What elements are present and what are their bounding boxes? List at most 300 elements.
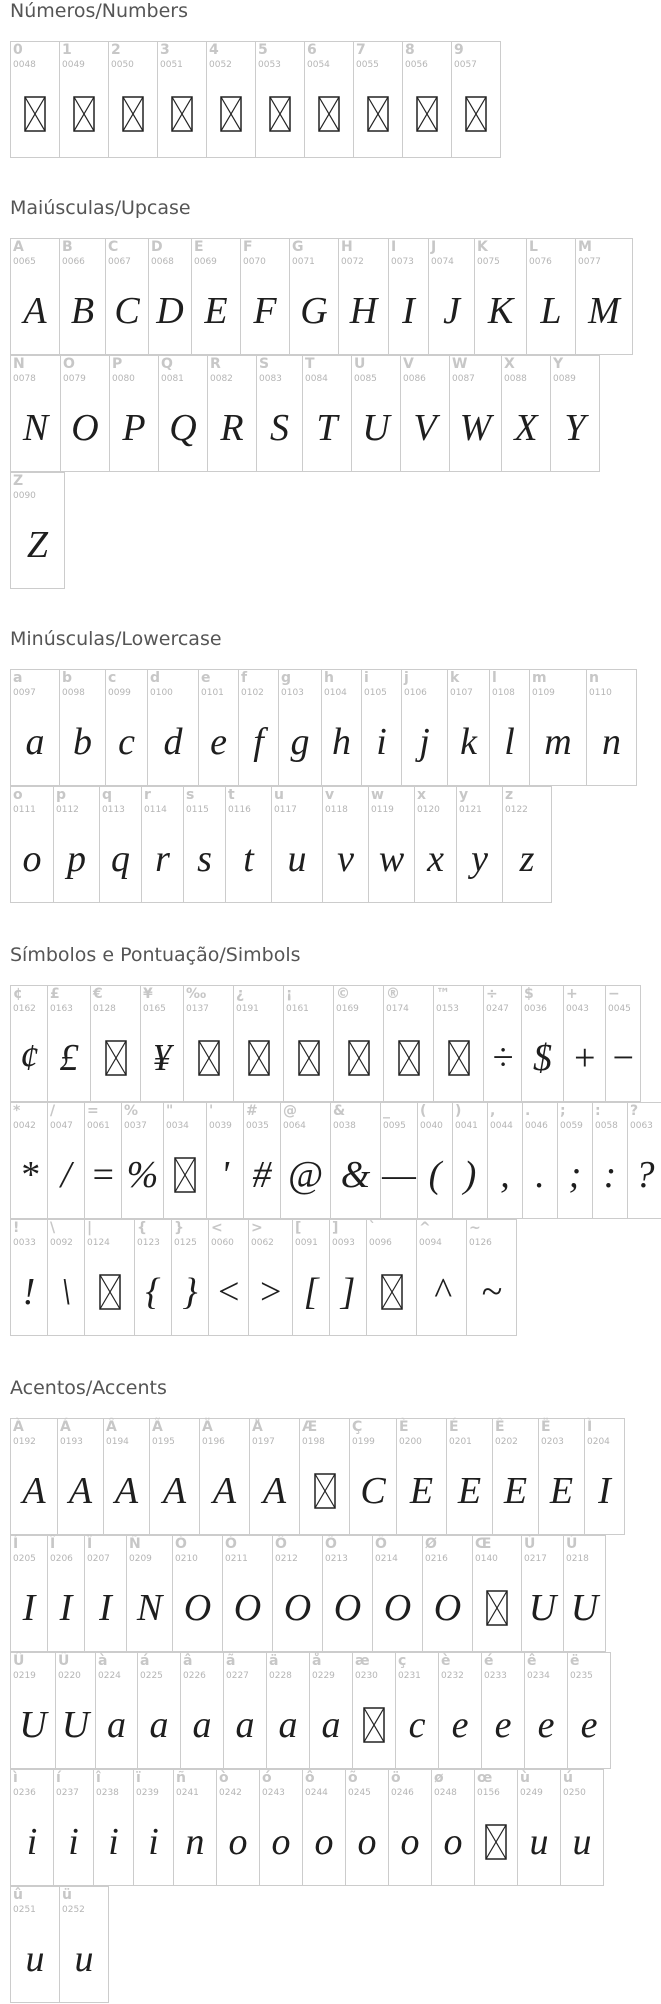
glyph-cell — [256, 355, 303, 472]
glyph-row — [10, 41, 500, 158]
glyph-cell — [206, 41, 256, 158]
glyph-cell — [586, 669, 637, 786]
character-code: 0204 — [587, 1437, 610, 1447]
character-label: ü — [62, 1887, 72, 1903]
character-code: 0064 — [283, 1121, 306, 1131]
glyph-cell — [47, 1219, 85, 1336]
missing-glyph-icon — [348, 1040, 370, 1076]
glyph-sample: N — [22, 407, 49, 449]
character-code: 0226 — [183, 1671, 206, 1681]
glyph-cell — [84, 1219, 135, 1336]
character-code: 0219 — [13, 1671, 36, 1681]
glyph-sample: ) — [463, 1154, 477, 1196]
glyph-cell — [10, 1102, 48, 1219]
glyph-cell — [171, 1219, 209, 1336]
character-label: Ù — [524, 1536, 536, 1552]
missing-glyph-icon — [473, 1584, 521, 1632]
glyph-cell — [59, 41, 109, 158]
character-label: − — [608, 986, 620, 1002]
character-code: 0081 — [161, 374, 184, 384]
glyph-sample: e — [580, 1704, 598, 1746]
character-code: 0153 — [436, 1004, 459, 1014]
missing-glyph-icon — [300, 1467, 349, 1515]
glyph-sample: Z — [26, 524, 49, 566]
character-label: 9 — [454, 42, 464, 58]
character-label: ] — [332, 1220, 339, 1236]
glyph-cell — [383, 985, 434, 1102]
character-label: q — [102, 787, 113, 803]
glyph-cell — [584, 1418, 625, 1535]
character-label: ì — [13, 1770, 18, 1786]
missing-glyph-icon — [184, 1034, 233, 1082]
character-code: 0067 — [108, 257, 131, 267]
glyph-cell — [456, 786, 503, 903]
glyph-cell — [417, 1102, 453, 1219]
glyph-cell — [575, 238, 633, 355]
glyph-sample: o — [22, 838, 42, 880]
glyph-cell — [53, 786, 100, 903]
character-code: 0163 — [50, 1004, 73, 1014]
glyph-row — [10, 1102, 661, 1219]
character-label: ¢ — [13, 986, 23, 1002]
character-label: , — [490, 1103, 496, 1119]
character-code: 0059 — [560, 1121, 583, 1131]
glyph-sample: z — [519, 838, 535, 880]
character-code: 0193 — [60, 1437, 83, 1447]
character-label: M — [578, 239, 592, 255]
missing-glyph-icon — [60, 90, 108, 138]
character-label: G — [292, 239, 304, 255]
glyph-sample: I — [22, 1587, 36, 1629]
glyph-row — [10, 669, 636, 786]
character-code: 0097 — [13, 688, 36, 698]
glyph-sample: ! — [22, 1271, 36, 1313]
character-label: 7 — [356, 42, 366, 58]
character-code: 0043 — [566, 1004, 589, 1014]
glyph-cell — [330, 1102, 381, 1219]
glyph-row — [10, 238, 632, 355]
character-code: 0033 — [13, 1238, 36, 1248]
glyph-cell — [53, 1769, 94, 1886]
character-code: 0053 — [258, 60, 281, 70]
character-code: 0089 — [553, 374, 576, 384]
glyph-sample: ] — [340, 1271, 356, 1313]
glyph-cell — [309, 1652, 353, 1769]
glyph-cell — [400, 355, 450, 472]
character-code: 0048 — [13, 60, 36, 70]
missing-glyph-icon — [434, 1034, 483, 1082]
character-code: 0075 — [477, 257, 500, 267]
character-label: ø — [434, 1770, 444, 1786]
glyph-sample: e — [494, 1704, 512, 1746]
glyph-cell — [292, 1219, 330, 1336]
character-label: â — [183, 1653, 193, 1669]
missing-glyph-icon — [403, 90, 451, 138]
character-code: 0038 — [333, 1121, 356, 1131]
glyph-cell — [59, 1886, 109, 2003]
glyph-cell — [280, 1102, 331, 1219]
missing-glyph-icon — [416, 96, 438, 132]
character-label: Ö — [375, 1536, 387, 1552]
character-code: 0212 — [275, 1554, 298, 1564]
character-label: Ì — [587, 1419, 593, 1435]
glyph-cell — [299, 1418, 350, 1535]
character-label: E — [194, 239, 204, 255]
missing-glyph-icon — [398, 1040, 420, 1076]
glyph-cell — [521, 1535, 564, 1652]
character-code: 0058 — [595, 1121, 618, 1131]
character-code: 0049 — [62, 60, 85, 70]
glyph-sample: q — [111, 838, 130, 880]
glyph-cell — [208, 1219, 249, 1336]
character-code: 0210 — [175, 1554, 198, 1564]
glyph-cell — [10, 669, 60, 786]
glyph-cell — [452, 1102, 488, 1219]
missing-glyph-icon — [448, 1040, 470, 1076]
glyph-sample: R — [220, 407, 244, 449]
glyph-sample: U — [570, 1587, 599, 1629]
glyph-sample: u — [529, 1821, 549, 1863]
character-label: Z — [13, 473, 24, 489]
character-code: 0228 — [269, 1671, 292, 1681]
character-label: 0 — [13, 42, 23, 58]
character-label: Ê — [495, 1419, 505, 1435]
character-label: / — [50, 1103, 56, 1119]
glyph-sample: o — [271, 1821, 291, 1863]
glyph-cell — [173, 1769, 217, 1886]
section-title-numeros-numbers: Números/Numbers — [10, 0, 188, 22]
character-label: D — [151, 239, 163, 255]
glyph-sample: K — [487, 290, 514, 332]
character-code: 0091 — [295, 1238, 318, 1248]
glyph-cell — [447, 669, 490, 786]
glyph-cell — [225, 786, 272, 903]
glyph-sample: i — [68, 1821, 79, 1863]
glyph-cell — [121, 1102, 164, 1219]
character-label: R — [210, 356, 221, 372]
glyph-cell — [10, 355, 61, 472]
missing-glyph-icon — [256, 90, 304, 138]
character-code: 0191 — [236, 1004, 259, 1014]
glyph-cell — [352, 1652, 396, 1769]
glyph-sample: u — [25, 1938, 45, 1980]
character-code: 0235 — [570, 1671, 593, 1681]
glyph-cell — [366, 1219, 417, 1336]
character-label: a — [13, 670, 23, 686]
glyph-cell — [396, 1418, 447, 1535]
character-label: { — [137, 1220, 147, 1236]
glyph-row — [10, 1769, 603, 1886]
glyph-cell — [422, 1535, 473, 1652]
character-label: j — [404, 670, 409, 686]
character-code: 0207 — [87, 1554, 110, 1564]
glyph-sample: > — [257, 1271, 284, 1313]
character-label: v — [325, 787, 335, 803]
glyph-cell — [147, 669, 199, 786]
character-label: ‰ — [186, 986, 207, 1002]
missing-glyph-icon — [198, 1040, 220, 1076]
glyph-cell — [84, 1102, 122, 1219]
character-code: 0216 — [425, 1554, 448, 1564]
character-code: 0073 — [391, 257, 414, 267]
character-label: " — [166, 1103, 174, 1119]
glyph-sample: P — [122, 407, 146, 449]
character-code: 0074 — [431, 257, 454, 267]
missing-glyph-icon — [465, 96, 487, 132]
character-label: í — [56, 1770, 61, 1786]
character-code: 0137 — [186, 1004, 209, 1014]
glyph-sample: \ — [60, 1271, 72, 1313]
glyph-sample: U — [528, 1587, 557, 1629]
glyph-sample: = — [90, 1154, 116, 1196]
character-label: Ñ — [129, 1536, 141, 1552]
character-code: 0077 — [578, 257, 601, 267]
glyph-cell — [338, 238, 389, 355]
glyph-sample: i — [26, 1821, 38, 1863]
character-code: 0084 — [305, 374, 328, 384]
character-code: 0213 — [325, 1554, 348, 1564]
glyph-sample: B — [70, 290, 95, 332]
glyph-cell — [157, 41, 207, 158]
glyph-sample: a — [25, 721, 45, 763]
character-label: é — [484, 1653, 494, 1669]
character-code: 0045 — [608, 1004, 631, 1014]
glyph-cell — [141, 786, 184, 903]
character-label: W — [452, 356, 468, 372]
glyph-cell — [233, 985, 284, 1102]
character-code: 0055 — [356, 60, 379, 70]
glyph-row — [10, 786, 551, 903]
character-label: ë — [570, 1653, 580, 1669]
character-code: 0205 — [13, 1554, 36, 1564]
character-code: 0169 — [336, 1004, 359, 1014]
glyph-sample: c — [118, 721, 135, 763]
glyph-cell — [321, 669, 362, 786]
character-code: 0109 — [532, 688, 555, 698]
character-label: p — [56, 787, 67, 803]
character-label: = — [87, 1103, 99, 1119]
glyph-row — [10, 985, 640, 1102]
character-label: È — [399, 1419, 409, 1435]
glyph-sample: A — [23, 290, 47, 332]
glyph-sample: n — [602, 721, 621, 763]
character-label: 3 — [160, 42, 170, 58]
character-label: f — [241, 670, 248, 686]
character-code: 0068 — [151, 257, 174, 267]
character-label: l — [492, 670, 497, 686]
glyph-cell — [438, 1652, 482, 1769]
character-label: | — [87, 1220, 93, 1236]
character-label: Í — [13, 1536, 19, 1552]
glyph-sample: W — [459, 407, 492, 449]
glyph-cell — [563, 985, 606, 1102]
character-label: P — [112, 356, 123, 372]
character-label: À — [13, 1419, 24, 1435]
character-code: 0065 — [13, 257, 36, 267]
glyph-sample: C — [360, 1470, 386, 1512]
character-code: 0087 — [452, 374, 475, 384]
glyph-sample: U — [362, 407, 390, 449]
missing-glyph-icon — [305, 90, 353, 138]
character-label: 2 — [111, 42, 121, 58]
character-label: ® — [386, 986, 400, 1002]
character-label: < — [211, 1220, 223, 1236]
glyph-sample: a — [107, 1704, 126, 1746]
glyph-cell — [345, 1769, 389, 1886]
glyph-row — [10, 1886, 108, 2003]
character-code: 0080 — [112, 374, 135, 384]
character-label: Ï — [87, 1536, 93, 1552]
glyph-sample: k — [460, 721, 477, 763]
glyph-sample: ÷ — [492, 1037, 513, 1079]
missing-glyph-icon — [11, 90, 59, 138]
glyph-sample: A — [212, 1470, 237, 1512]
glyph-sample: [ — [303, 1271, 319, 1313]
character-label: î — [96, 1770, 101, 1786]
glyph-sample: A — [68, 1470, 93, 1512]
glyph-sample: % — [126, 1154, 159, 1196]
character-code: 0250 — [563, 1788, 586, 1798]
character-label: ( — [420, 1103, 427, 1119]
missing-glyph-icon — [452, 90, 500, 138]
glyph-cell — [333, 985, 384, 1102]
character-code: 0217 — [524, 1554, 547, 1564]
character-label: ! — [13, 1220, 20, 1236]
missing-glyph-icon — [384, 1034, 433, 1082]
character-label: ù — [520, 1770, 530, 1786]
character-label: ú — [563, 1770, 573, 1786]
character-label: N — [13, 356, 25, 372]
glyph-cell — [560, 1769, 604, 1886]
glyph-cell — [134, 1219, 172, 1336]
glyph-cell — [93, 1769, 134, 1886]
glyph-cell — [563, 1535, 606, 1652]
glyph-cell — [304, 41, 354, 158]
glyph-sample: o — [400, 1821, 420, 1863]
glyph-cell — [243, 1102, 281, 1219]
glyph-sample: n — [185, 1821, 205, 1863]
character-code: 0232 — [441, 1671, 464, 1681]
glyph-sample: x — [427, 838, 444, 880]
character-label: Â — [106, 1419, 117, 1435]
glyph-sample: @ — [288, 1154, 323, 1196]
character-label: o — [13, 787, 23, 803]
character-code: 0202 — [495, 1437, 518, 1447]
character-label: Å — [252, 1419, 263, 1435]
glyph-cell — [329, 1219, 367, 1336]
glyph-cell — [59, 238, 106, 355]
glyph-cell — [10, 1886, 60, 2003]
character-label: ñ — [176, 1770, 186, 1786]
character-label: € — [93, 986, 103, 1002]
character-code: 0116 — [228, 805, 251, 815]
glyph-cell — [433, 985, 484, 1102]
character-label: Ø — [425, 1536, 437, 1552]
character-label: õ — [348, 1770, 358, 1786]
glyph-sample: ~ — [481, 1271, 502, 1313]
character-label: # — [246, 1103, 258, 1119]
character-label: L — [529, 239, 538, 255]
missing-glyph-icon — [367, 1268, 416, 1316]
character-code: 0107 — [450, 688, 473, 698]
glyph-cell — [10, 786, 54, 903]
character-code: 0126 — [469, 1238, 492, 1248]
glyph-cell — [90, 985, 141, 1102]
character-label: ¥ — [143, 986, 153, 1002]
character-code: 0225 — [140, 1671, 163, 1681]
glyph-cell — [474, 238, 527, 355]
character-code: 0246 — [391, 1788, 414, 1798]
glyph-cell — [207, 355, 257, 472]
glyph-sample: M — [588, 290, 620, 332]
character-label: s — [186, 787, 195, 803]
character-code: 0102 — [241, 688, 264, 698]
character-code: 0206 — [50, 1554, 73, 1564]
missing-glyph-icon — [24, 96, 46, 132]
glyph-cell — [198, 669, 239, 786]
glyph-sample: p — [67, 838, 86, 880]
glyph-cell — [349, 1418, 397, 1535]
glyph-sample: a — [235, 1704, 255, 1746]
character-label: ¡ — [286, 986, 293, 1002]
glyph-cell — [449, 355, 502, 472]
character-label: Û — [13, 1653, 25, 1669]
glyph-sample: ? — [635, 1154, 655, 1196]
glyph-cell — [222, 1535, 273, 1652]
character-code: 0112 — [56, 805, 79, 815]
missing-glyph-icon — [105, 1040, 127, 1076]
character-code: 0082 — [210, 374, 233, 384]
character-code: 0120 — [417, 805, 440, 815]
character-code: 0121 — [459, 805, 482, 815]
glyph-sample: J — [443, 290, 460, 332]
glyph-sample: o — [228, 1821, 248, 1863]
missing-glyph-icon — [73, 96, 95, 132]
character-label: K — [477, 239, 488, 255]
character-code: 0093 — [332, 1238, 355, 1248]
glyph-sample: I — [59, 1587, 73, 1629]
character-label: Õ — [325, 1536, 337, 1552]
missing-glyph-icon — [234, 1034, 283, 1082]
glyph-sample: o — [357, 1821, 377, 1863]
glyph-cell — [302, 355, 352, 472]
glyph-sample: I — [99, 1587, 112, 1629]
character-code: 0122 — [505, 805, 528, 815]
character-label: O — [63, 356, 75, 372]
character-label: A — [13, 239, 24, 255]
missing-glyph-icon — [381, 1274, 403, 1310]
character-code: 0054 — [307, 60, 330, 70]
character-label: ` — [369, 1220, 376, 1236]
character-code: 0090 — [13, 491, 36, 501]
glyph-cell — [216, 1769, 260, 1886]
character-label: i — [364, 670, 369, 686]
character-label: ™ — [436, 986, 450, 1002]
character-code: 0104 — [324, 688, 347, 698]
glyph-cell — [402, 41, 452, 158]
character-code: 0124 — [87, 1238, 110, 1248]
character-code: 0242 — [219, 1788, 242, 1798]
character-code: 0037 — [124, 1121, 147, 1131]
missing-glyph-icon — [122, 96, 144, 132]
character-code: 0211 — [225, 1554, 248, 1564]
section-title-minusculas-lowercase: Minúsculas/Lowercase — [10, 628, 222, 650]
glyph-cell — [431, 1769, 475, 1886]
glyph-cell — [10, 985, 48, 1102]
glyph-cell — [255, 41, 305, 158]
character-code: 0197 — [252, 1437, 275, 1447]
glyph-sample: v — [337, 838, 354, 880]
